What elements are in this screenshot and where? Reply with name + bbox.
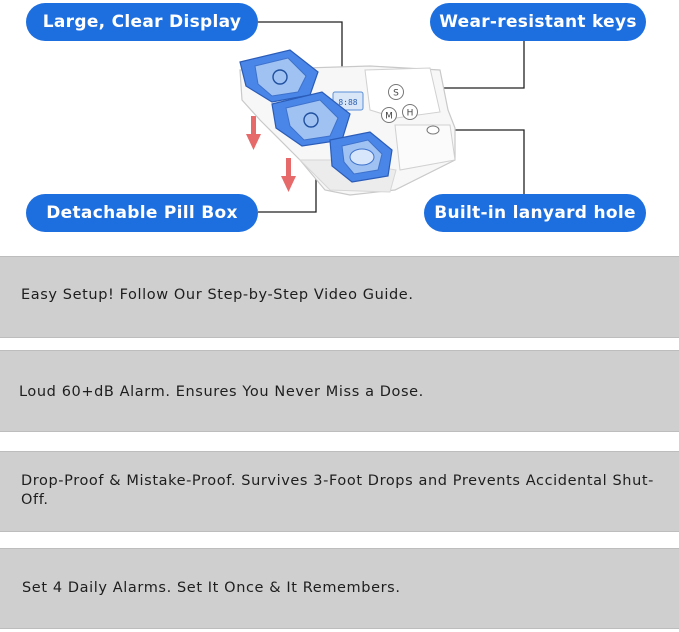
- lcd-screen-text: 8:88: [338, 98, 358, 107]
- callout-large-clear-display: Large, Clear Display: [26, 3, 258, 41]
- feature-band-easy-setup: [0, 256, 679, 338]
- feature-band-drop-proof: [0, 451, 679, 532]
- feature-text: Loud 60+dB Alarm. Ensures You Never Miss a Dose.: [19, 384, 424, 400]
- callout-detachable-pill-box: Detachable Pill Box: [26, 194, 258, 232]
- feature-band-loud-alarm: [0, 350, 679, 432]
- feature-text: Easy Setup! Follow Our Step-by-Step Video Guide.: [21, 287, 414, 303]
- product-illustration-area: [0, 0, 679, 256]
- callout-built-in-lanyard-hole: Built-in lanyard hole: [424, 194, 646, 232]
- button-h-label: H: [406, 108, 414, 119]
- lanyard-hole: [427, 126, 439, 134]
- button-m-label: M: [385, 111, 393, 122]
- feature-text: Drop-Proof & Mistake-Proof. Survives 3-Foot Drops and Prevents Accidental Shut-Off.: [21, 473, 654, 508]
- feature-text: Set 4 Daily Alarms. Set It Once & It Remembers.: [22, 580, 401, 596]
- button-s-label: S: [393, 88, 399, 99]
- feature-band-daily-alarms: [0, 548, 679, 629]
- callout-wear-resistant-keys: Wear-resistant keys: [430, 3, 646, 41]
